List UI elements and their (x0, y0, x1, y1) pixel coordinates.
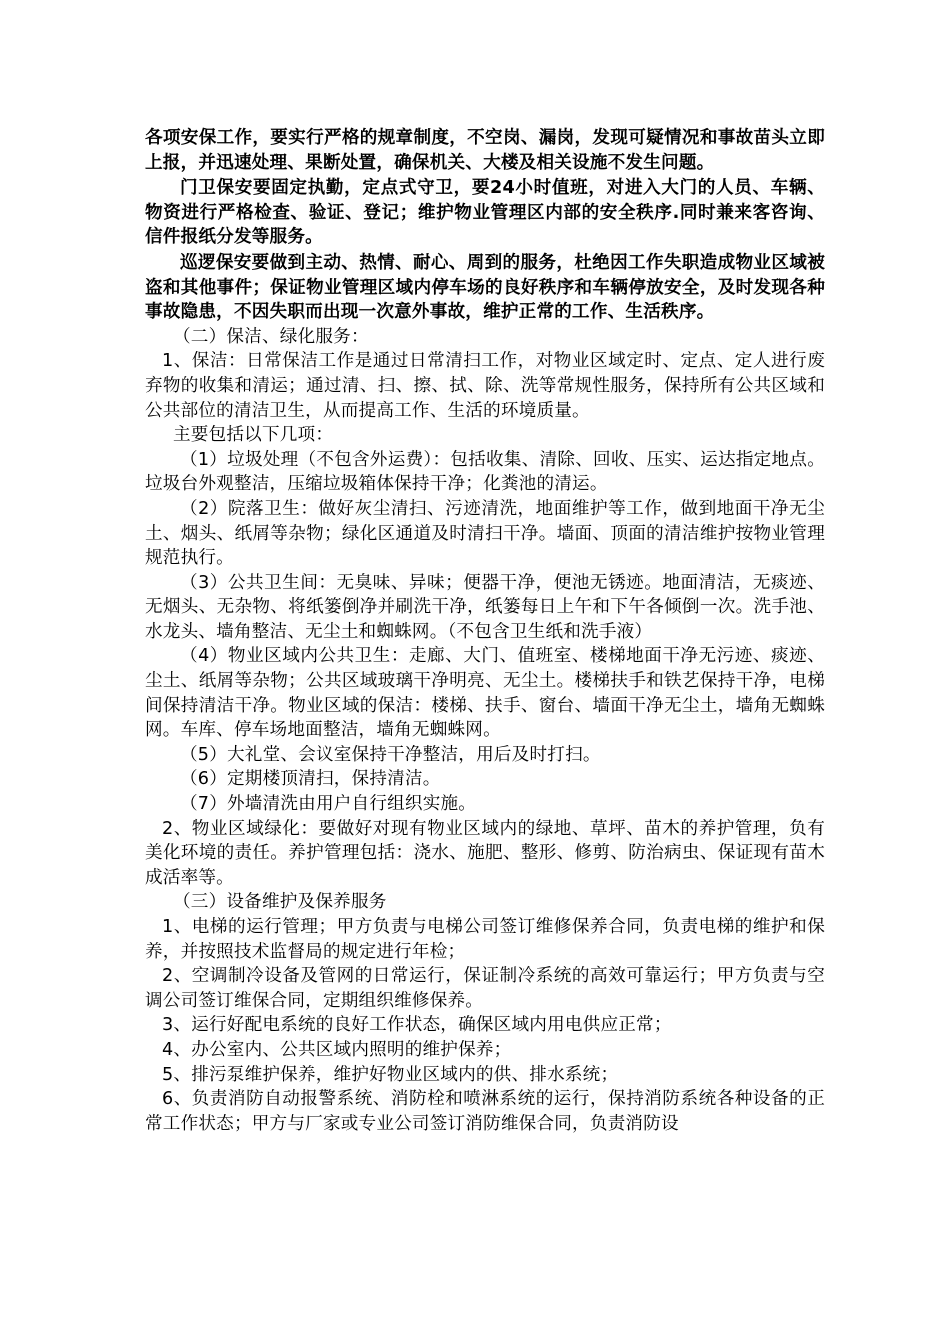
document-body (145, 126, 825, 1136)
paragraph-item-4-public-area: （4）物业区域内公共卫生：走廊、大门、值班室、楼梯地面干净无污迹、痰迹、尘土、纸屑等杂物；公共区域玻璃干净明亮、无尘土。楼梯扶手和铁艺保持干净，电梯间保持清洁干净。物业区域的保洁：楼梯、扶手、窗台、墙面干净无尘土，墙角无蜘蛛网。车库、停车场地面整洁，墙角无蜘蛛网。 (145, 646, 825, 741)
section-heading-cleaning-greening: （二）保洁、绿化服务： (173, 326, 369, 347)
section-heading-equipment: （三）设备维护及保养服务 (173, 892, 387, 913)
paragraph-cleaning: 1、保洁：日常保洁工作是通过日常清扫工作，对物业区域定时、定点、定人进行废弃物的收集和清运；通过清、扫、擦、拭、除、洗等常规性服务，保持所有公共区域和公共部位的清洁卫生，从而提高工作、生活的环境质量。 (145, 351, 825, 421)
paragraph-equipment-2-aircon: 2、空调制冷设备及管网的日常运行，保证制冷系统的高效可靠运行；甲方负责与空调公司签订维保合同，定期组织维修保养。 (145, 966, 825, 1011)
paragraph-equipment-4-lighting: 4、办公室内、公共区域内照明的维护保养； (162, 1039, 512, 1060)
paragraph-equipment-6-fire: 6、负责消防自动报警系统、消防栓和喷淋系统的运行，保持消防系统各种设备的正常工作状态；甲方与厂家或专业公司签订消防维保合同，负责消防设 (145, 1089, 825, 1134)
paragraph-item-7-exterior-wall: （7）外墙清洗由用户自行组织实施。 (180, 794, 477, 815)
paragraph-greening: 2、物业区域绿化：要做好对现有物业区域内的绿地、草坪、苗木的养护管理，负有美化环境的责任。养护管理包括：浇水、施肥、整形、修剪、防治病虫、保证现有苗木成活率等。 (145, 818, 825, 888)
paragraph-equipment-3-power: 3、运行好配电系统的良好工作状态，确保区域内用电供应正常； (162, 1015, 672, 1036)
paragraph-patrol-guard: 巡逻保安要做到主动、热情、耐心、周到的服务，杜绝因工作失职造成物业区域被盗和其他事件；保证物业管理区域内停车场的良好秩序和车辆停放安全，及时发现各种事故隐患，不因失职而出现一次意外事故，维护正常的工作、生活秩序。 (145, 252, 825, 323)
paragraph-main-items: 主要包括以下几项： (173, 425, 334, 446)
paragraph-security-rules: 各项安保工作，要实行严格的规章制度，不空岗、漏岗，发现可疑情况和事故苗头立即上报，并迅速处理、果断处置，确保机关、大楼及相关设施不发生问题。 (145, 128, 825, 173)
paragraph-item-3-restroom: （3）公共卫生间：无臭味、异味；便器干净，便池无锈迹。地面清洁，无痰迹、无烟头、无杂物、将纸篓倒净并刷洗干净，纸篓每日上午和下午各倾倒一次。洗手池、水龙头、墙角整洁、无尘土和蜘蛛网。（不包含卫生纸和洗手液） (145, 572, 825, 642)
paragraph-item-2-courtyard: （2）院落卫生：做好灰尘清扫、污迹清洗，地面维护等工作，做到地面干净无尘土、烟头、纸屑等杂物；绿化区通道及时清扫干净。墙面、顶面的清洁维护按物业管理规范执行。 (145, 498, 825, 569)
paragraph-equipment-1-elevator: 1、电梯的运行管理；甲方负责与电梯公司签订维修保养合同，负责电梯的维护和保养，并按照技术监督局的规定进行年检； (145, 917, 825, 962)
paragraph-item-1-garbage: （1）垃圾处理（不包含外运费）：包括收集、清除、回收、压实、运达指定地点。垃圾台外观整洁，压缩垃圾箱体保持干净；化粪池的清运。 (145, 449, 825, 495)
paragraph-equipment-5-pump: 5、排污泵维护保养，维护好物业区域内的供、排水系统； (162, 1064, 619, 1085)
paragraph-item-6-rooftop: （6）定期楼顶清扫，保持清洁。 (180, 769, 441, 790)
paragraph-item-5-auditorium: （5）大礼堂、会议室保持干净整洁，用后及时打扫。 (180, 744, 601, 765)
paragraph-gate-guard: 门卫保安要固定执勤，定点式守卫，要24小时值班，对进入大门的人员、车辆、物资进行严格检查、验证、登记；维护物业管理区内部的安全秩序.同时兼来客咨询、信件报纸分发等服务。 (145, 178, 825, 248)
